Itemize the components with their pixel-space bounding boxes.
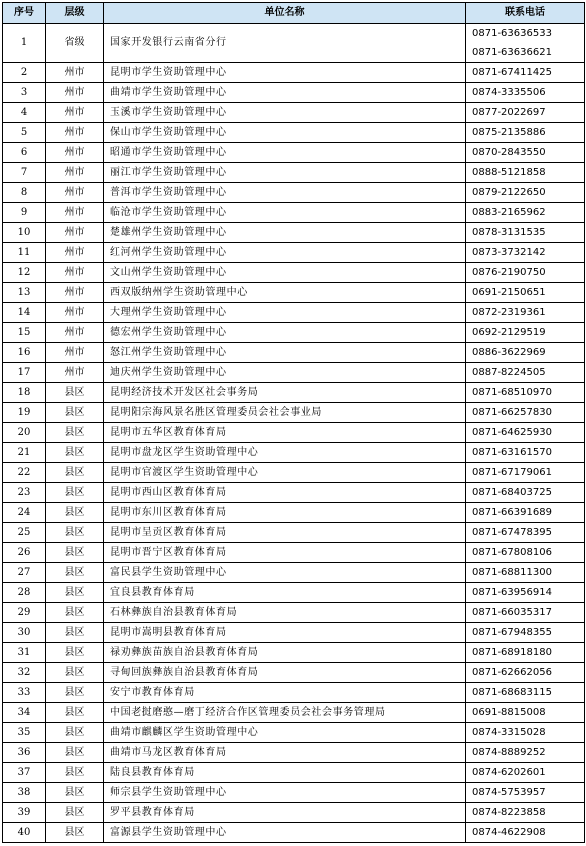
- cell-phone: 0691-2150651: [466, 283, 585, 303]
- cell-num: 24: [3, 503, 46, 523]
- cell-phone: 0871-68918180: [466, 643, 585, 663]
- table-row: [3, 723, 585, 743]
- cell-phone: 0874-8889252: [466, 743, 585, 763]
- table-row: [3, 383, 585, 403]
- header-phone: 联系电话: [466, 3, 585, 24]
- cell-level: 州市: [46, 263, 104, 283]
- cell-name: 昆明市五华区教育体育局: [104, 423, 466, 443]
- cell-name: 罗平县教育体育局: [104, 803, 466, 823]
- cell-level: 州市: [46, 243, 104, 263]
- cell-level: 县区: [46, 583, 104, 603]
- cell-num: 6: [3, 143, 46, 163]
- cell-num: 36: [3, 743, 46, 763]
- cell-phone: 0871-63956914: [466, 583, 585, 603]
- cell-phone: 0874-8223858: [466, 803, 585, 823]
- cell-phone: [466, 24, 585, 63]
- cell-level: 省级: [46, 24, 104, 63]
- cell-num: 28: [3, 583, 46, 603]
- cell-level: 州市: [46, 183, 104, 203]
- cell-level: 县区: [46, 743, 104, 763]
- cell-name: 文山州学生资助管理中心: [104, 263, 466, 283]
- table-row: [3, 423, 585, 443]
- cell-phone: 0873-3732142: [466, 243, 585, 263]
- cell-level: 县区: [46, 403, 104, 423]
- cell-phone: 0871-67411425: [466, 63, 585, 83]
- cell-num: 9: [3, 203, 46, 223]
- cell-num: 26: [3, 543, 46, 563]
- table-row: [3, 223, 585, 243]
- cell-phone: 0875-2135886: [466, 123, 585, 143]
- cell-name: 怒江州学生资助管理中心: [104, 343, 466, 363]
- cell-name: 禄劝彝族苗族自治县教育体育局: [104, 643, 466, 663]
- cell-num: 16: [3, 343, 46, 363]
- table-row: [3, 323, 585, 343]
- cell-name: 昆明市嵩明县教育体育局: [104, 623, 466, 643]
- table-row: [3, 303, 585, 323]
- table-row: [3, 343, 585, 363]
- cell-num: 15: [3, 323, 46, 343]
- cell-name: 楚雄州学生资助管理中心: [104, 223, 466, 243]
- cell-name: 保山市学生资助管理中心: [104, 123, 466, 143]
- table-row: [3, 24, 585, 63]
- cell-level: 州市: [46, 303, 104, 323]
- table-row: [3, 203, 585, 223]
- cell-num: 27: [3, 563, 46, 583]
- contact-table: [2, 2, 585, 843]
- cell-num: 7: [3, 163, 46, 183]
- cell-num: 1: [3, 24, 46, 63]
- cell-name: 陆良县教育体育局: [104, 763, 466, 783]
- cell-phone: 0691-8815008: [466, 703, 585, 723]
- table-row: [3, 83, 585, 103]
- cell-num: 8: [3, 183, 46, 203]
- cell-phone: 0874-3335506: [466, 83, 585, 103]
- cell-num: 12: [3, 263, 46, 283]
- cell-level: 县区: [46, 683, 104, 703]
- table-header: [3, 3, 585, 24]
- table-row: [3, 403, 585, 423]
- cell-num: 5: [3, 123, 46, 143]
- cell-phone: 0871-67948355: [466, 623, 585, 643]
- table-row: [3, 643, 585, 663]
- cell-num: 34: [3, 703, 46, 723]
- table-row: [3, 663, 585, 683]
- cell-phone: 0870-2843550: [466, 143, 585, 163]
- cell-level: 州市: [46, 63, 104, 83]
- cell-phone: 0871-62662056: [466, 663, 585, 683]
- cell-name: 大理州学生资助管理中心: [104, 303, 466, 323]
- cell-phone: 0883-2165962: [466, 203, 585, 223]
- table-row: [3, 123, 585, 143]
- table-row: [3, 443, 585, 463]
- table-row: [3, 743, 585, 763]
- cell-num: 32: [3, 663, 46, 683]
- cell-name: 中国老挝磨憨—磨丁经济合作区管理委员会社会事务管理局: [104, 703, 466, 723]
- cell-name: 寻甸回族彝族自治县教育体育局: [104, 663, 466, 683]
- cell-num: 25: [3, 523, 46, 543]
- cell-phone: 0871-67179061: [466, 463, 585, 483]
- cell-num: 20: [3, 423, 46, 443]
- cell-num: 21: [3, 443, 46, 463]
- cell-name: 富民县学生资助管理中心: [104, 563, 466, 583]
- table-row: [3, 703, 585, 723]
- cell-name: 昆明市西山区教育体育局: [104, 483, 466, 503]
- cell-phone: 0886-3622969: [466, 343, 585, 363]
- table-row: [3, 463, 585, 483]
- cell-num: 10: [3, 223, 46, 243]
- cell-phone: 0871-66035317: [466, 603, 585, 623]
- cell-name: 昆明市晋宁区教育体育局: [104, 543, 466, 563]
- cell-level: 州市: [46, 123, 104, 143]
- cell-num: 22: [3, 463, 46, 483]
- cell-name: 昆明市学生资助管理中心: [104, 63, 466, 83]
- table-row: [3, 583, 585, 603]
- table-row: [3, 503, 585, 523]
- cell-num: 19: [3, 403, 46, 423]
- cell-name: 曲靖市马龙区教育体育局: [104, 743, 466, 763]
- table-row: [3, 183, 585, 203]
- cell-phone: 0874-4622908: [466, 823, 585, 843]
- cell-level: 县区: [46, 423, 104, 443]
- cell-phone: 0874-5753957: [466, 783, 585, 803]
- cell-name: 临沧市学生资助管理中心: [104, 203, 466, 223]
- cell-name: 西双版纳州学生资助管理中心: [104, 283, 466, 303]
- cell-num: 23: [3, 483, 46, 503]
- cell-level: 县区: [46, 643, 104, 663]
- cell-phone: 0871-67808106: [466, 543, 585, 563]
- cell-name: 德宏州学生资助管理中心: [104, 323, 466, 343]
- table-row: [3, 823, 585, 843]
- cell-phone: 0872-2319361: [466, 303, 585, 323]
- cell-num: 33: [3, 683, 46, 703]
- cell-num: 30: [3, 623, 46, 643]
- cell-num: 11: [3, 243, 46, 263]
- cell-num: 29: [3, 603, 46, 623]
- cell-name: 石林彝族自治县教育体育局: [104, 603, 466, 623]
- cell-level: 县区: [46, 523, 104, 543]
- table-row: [3, 523, 585, 543]
- cell-name: 迪庆州学生资助管理中心: [104, 363, 466, 383]
- table-row: [3, 803, 585, 823]
- cell-num: 14: [3, 303, 46, 323]
- cell-level: 县区: [46, 563, 104, 583]
- cell-level: 县区: [46, 663, 104, 683]
- table-row: [3, 563, 585, 583]
- cell-phone: 0876-2190750: [466, 263, 585, 283]
- cell-num: 37: [3, 763, 46, 783]
- cell-level: 州市: [46, 283, 104, 303]
- cell-name: 昆明市盘龙区学生资助管理中心: [104, 443, 466, 463]
- cell-num: 40: [3, 823, 46, 843]
- cell-level: 县区: [46, 383, 104, 403]
- cell-num: 35: [3, 723, 46, 743]
- cell-level: 县区: [46, 503, 104, 523]
- cell-level: 州市: [46, 143, 104, 163]
- cell-level: 县区: [46, 823, 104, 843]
- cell-phone: 0874-3315028: [466, 723, 585, 743]
- cell-level: 县区: [46, 703, 104, 723]
- cell-phone: 0871-68811300: [466, 563, 585, 583]
- cell-num: 31: [3, 643, 46, 663]
- cell-name: 红河州学生资助管理中心: [104, 243, 466, 263]
- cell-name: 师宗县学生资助管理中心: [104, 783, 466, 803]
- table-row: [3, 783, 585, 803]
- cell-name: 安宁市教育体育局: [104, 683, 466, 703]
- table-row: [3, 543, 585, 563]
- header-name: 单位名称: [104, 3, 466, 24]
- table-row: [3, 103, 585, 123]
- cell-phone: 0871-68510970: [466, 383, 585, 403]
- cell-phone-line: 0871-63636533: [472, 28, 552, 39]
- cell-level: 州市: [46, 163, 104, 183]
- cell-name: 昆明阳宗海风景名胜区管理委员会社会事业局: [104, 403, 466, 423]
- cell-level: 县区: [46, 763, 104, 783]
- table-row: [3, 63, 585, 83]
- table-row: [3, 243, 585, 263]
- table-row: [3, 603, 585, 623]
- cell-name: 昆明市官渡区学生资助管理中心: [104, 463, 466, 483]
- cell-num: 38: [3, 783, 46, 803]
- cell-name: 昆明经济技术开发区社会事务局: [104, 383, 466, 403]
- table-row: [3, 283, 585, 303]
- table-row: [3, 143, 585, 163]
- table-row: [3, 683, 585, 703]
- table-row: [3, 263, 585, 283]
- table-row: [3, 363, 585, 383]
- cell-phone: 0692-2129519: [466, 323, 585, 343]
- cell-phone: 0871-66257830: [466, 403, 585, 423]
- cell-level: 州市: [46, 363, 104, 383]
- table-row: [3, 623, 585, 643]
- cell-level: 州市: [46, 343, 104, 363]
- cell-level: 县区: [46, 783, 104, 803]
- cell-name: 曲靖市麒麟区学生资助管理中心: [104, 723, 466, 743]
- cell-num: 18: [3, 383, 46, 403]
- cell-phone: 0878-3131535: [466, 223, 585, 243]
- cell-phone: 0871-63161570: [466, 443, 585, 463]
- cell-name: 富源县学生资助管理中心: [104, 823, 466, 843]
- cell-phone: 0871-67478395: [466, 523, 585, 543]
- cell-name: 昆明市呈贡区教育体育局: [104, 523, 466, 543]
- header-num: 序号: [3, 3, 46, 24]
- cell-phone: 0871-68403725: [466, 483, 585, 503]
- cell-name: 昭通市学生资助管理中心: [104, 143, 466, 163]
- table-body: [3, 24, 585, 843]
- cell-phone: 0887-8224505: [466, 363, 585, 383]
- cell-level: 县区: [46, 483, 104, 503]
- cell-level: 州市: [46, 203, 104, 223]
- cell-level: 县区: [46, 543, 104, 563]
- cell-level: 州市: [46, 83, 104, 103]
- cell-phone: 0871-66391689: [466, 503, 585, 523]
- cell-name: 玉溪市学生资助管理中心: [104, 103, 466, 123]
- cell-level: 县区: [46, 803, 104, 823]
- cell-num: 17: [3, 363, 46, 383]
- cell-name: 普洱市学生资助管理中心: [104, 183, 466, 203]
- cell-level: 州市: [46, 323, 104, 343]
- cell-num: 13: [3, 283, 46, 303]
- cell-name: 国家开发银行云南省分行: [104, 24, 466, 63]
- cell-level: 县区: [46, 463, 104, 483]
- cell-name: 丽江市学生资助管理中心: [104, 163, 466, 183]
- cell-num: 3: [3, 83, 46, 103]
- cell-num: 4: [3, 103, 46, 123]
- table-row: [3, 763, 585, 783]
- table-row: [3, 483, 585, 503]
- cell-level: 州市: [46, 103, 104, 123]
- cell-phone: 0871-64625930: [466, 423, 585, 443]
- cell-level: 州市: [46, 223, 104, 243]
- cell-phone: 0879-2122650: [466, 183, 585, 203]
- cell-phone: 0877-2022697: [466, 103, 585, 123]
- table-row: [3, 163, 585, 183]
- cell-level: 县区: [46, 723, 104, 743]
- cell-phone: 0871-68683115: [466, 683, 585, 703]
- cell-name: 昆明市东川区教育体育局: [104, 503, 466, 523]
- cell-phone: 0874-6202601: [466, 763, 585, 783]
- cell-num: 2: [3, 63, 46, 83]
- cell-level: 县区: [46, 603, 104, 623]
- cell-level: 县区: [46, 623, 104, 643]
- cell-phone: 0888-5121858: [466, 163, 585, 183]
- cell-name: 曲靖市学生资助管理中心: [104, 83, 466, 103]
- cell-phone-line: 0871-63636621: [472, 47, 552, 58]
- cell-num: 39: [3, 803, 46, 823]
- cell-level: 县区: [46, 443, 104, 463]
- header-level: 层级: [46, 3, 104, 24]
- contact-table-container: [2, 2, 584, 843]
- cell-name: 宜良县教育体育局: [104, 583, 466, 603]
